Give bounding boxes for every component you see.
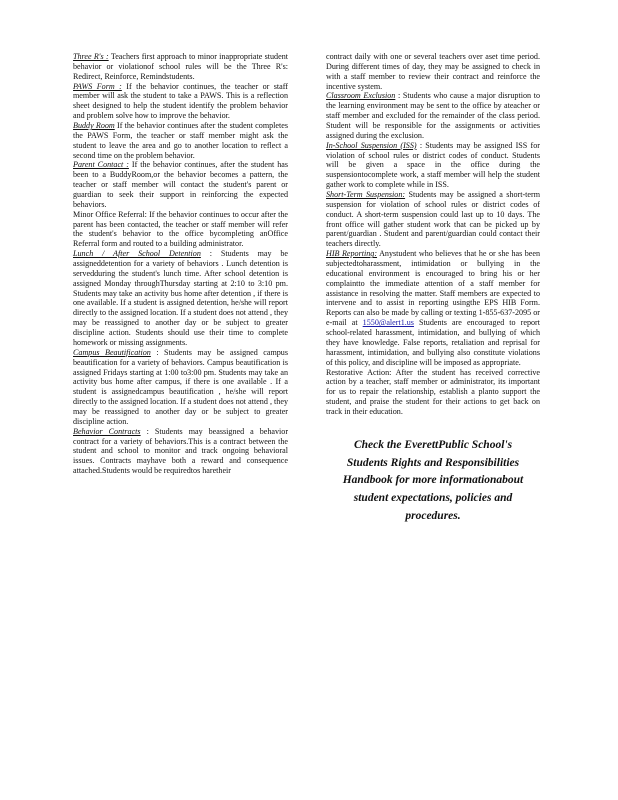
left-entry <box>73 210 288 249</box>
right-entry <box>326 52 540 91</box>
left-column <box>73 52 288 476</box>
section-heading: Lunch / After School Detention <box>73 249 201 259</box>
section-heading: HIB Reporting: <box>326 249 378 259</box>
section-heading: In-School Suspension (ISS) <box>326 140 417 150</box>
email-link[interactable]: 1550@alert1.us <box>362 318 414 328</box>
section-heading: Parent Contact : <box>73 160 129 170</box>
left-entry <box>73 121 288 160</box>
section-heading: Behavior Contracts <box>73 426 141 436</box>
section-body: If the behavior continues, after the student has been to a BuddyRoom,or the behavior becomes a pattern, the teacher or staff member will contact the student's parent or guardian to seek their support in reinforcing the expected behaviors. <box>73 160 288 209</box>
section-body: Anystudent who believes that he or she has been subjectedtoharassment, intimidation or bullying in the educational environment is encouraged to bring his or her complaintto the immediate attention of a staff member for assistance in resolving the matter. Staff members are expected to intervene and to assist in reporting usingthe EPS HIB Form. Reports can also be made by calling or texting 1-855-637-2095 or e-mail at <box>326 249 541 328</box>
right-entry <box>326 91 540 140</box>
section-heading: PAWS Form : <box>73 81 122 91</box>
right-entry <box>326 368 540 417</box>
section-body: : Students may be assigneddetention for a variety of behaviors . Lunch detention is servedduring the student's lunch time. After school detention is assigned Monday throughThursday starting at 2:10 to 3:10 pm. Students may take an activity bus home after detention , if there is one available. If a student is assigned detention, he/she will report directly to the assigned location. If a student does not attend , they may be reassigned to another day or be subject to greater discipline action. Students should use their time to complete homework or missing assignments. <box>73 249 288 347</box>
right-entry <box>326 190 540 249</box>
left-entry <box>73 160 288 209</box>
left-entry <box>73 82 288 121</box>
right-entry <box>326 249 540 367</box>
left-entry <box>73 427 288 476</box>
section-body: : Students may be assigned campus beautification for a variety of behaviors. Campus beautification is assigned Fridays starting at 1:00 to3:00 pm. Students may take an activity bus home after campus, if there is one available . If a student is assignedcampus beautification , he/she will report directly to the assigned location. If a student does not attend , they may be reassigned to another day or be subject to greater discipline action. <box>73 347 288 426</box>
section-body: contract daily with one or several teachers over aset time period. During different times of day, they may be assigned to check in with a staff member to review their contract and reinforce the incentive system. <box>326 52 540 91</box>
section-body: Minor Office Referral: If the behavior continues to occur after the parent has been contacted, the teacher or staff member will refer the student's behavior to the office bycompleting anOffice Referral form and routed to a building administrator. <box>73 209 288 249</box>
section-body: : Students may be assigned ISS for violation of school rules or district codes of conduct. Students will be given a space in the office during the suspensiontocomplete work, a staff member will help the student gather work to complete while in ISS. <box>326 140 540 190</box>
left-entry <box>73 249 288 348</box>
section-body-tail: Students are encouraged to report school-related harassment, intimidation, and bullying of which they have knowledge. False reports, retaliation and reprisal for harassment, intimidation, and bullying also constitute violations of this policy, and discipline will be imposed as appropriate. <box>326 318 541 367</box>
section-heading: Three R's : <box>73 52 109 61</box>
section-body: If the behavior continues after the student completes the PAWS Form, the teacher or staff member might ask the student to leave the area and go to another location to reflect a second time on the problem behavior. <box>73 121 288 160</box>
section-body: Students may be assigned a short-term suspension for violation of school rules or district codes of conduct. A short-term suspension could last up to 10 days. The front office will gather student work that can be picked up by parent/guardian . Student and parent/guardian could contact their teachers directly. <box>326 190 540 249</box>
section-heading: Short-Term Suspension: <box>326 190 406 200</box>
right-column <box>326 52 540 537</box>
section-body: : Students may beassigned a behavior contract for a variety of behaviors.This is a contract between the student and school to monitor and track ongoing behavioral issues. Contracts mayhave both a reward and consequence attached.Students would be requiredtos haretheir <box>73 426 289 476</box>
handbook-reference: Check the EverettPublic School's Students Rights and Responsibilities Handbook for more informationabout student expectations, policies and procedures. <box>342 438 524 523</box>
section-body: Restorative Action: After the student has received corrective action by a teacher, staff member or administrator, its important for us to repair the relationship, establish a planto support the student, and praise the student for their actions to get back on track in their education. <box>326 367 540 416</box>
section-heading: Classroom Exclusion <box>326 91 396 101</box>
section-body: If the behavior continues, the teacher or staff member will ask the student to take a PAWS. This is a reflection sheet designed to help the student identify the problem behavior and problem solve how to improve the behavior. <box>73 81 289 121</box>
section-body: Teachers first approach to minor inappropriate student behavior or violationof school rules will be the Three R's: Redirect, Reinforce, Remindstudents. <box>73 52 288 81</box>
section-heading: Campus Beautification <box>73 347 151 357</box>
right-entry <box>326 141 540 190</box>
left-entry <box>73 52 288 82</box>
section-heading: Buddy Room <box>73 121 115 131</box>
section-body: : Students who cause a major disruption to the learning environment may be sent to the office by ateacher or staff member and excluded for the remainder of the class period. Student will be responsible for the assignments or activities assigned during the exclusion. <box>326 91 540 140</box>
left-entry <box>73 348 288 427</box>
